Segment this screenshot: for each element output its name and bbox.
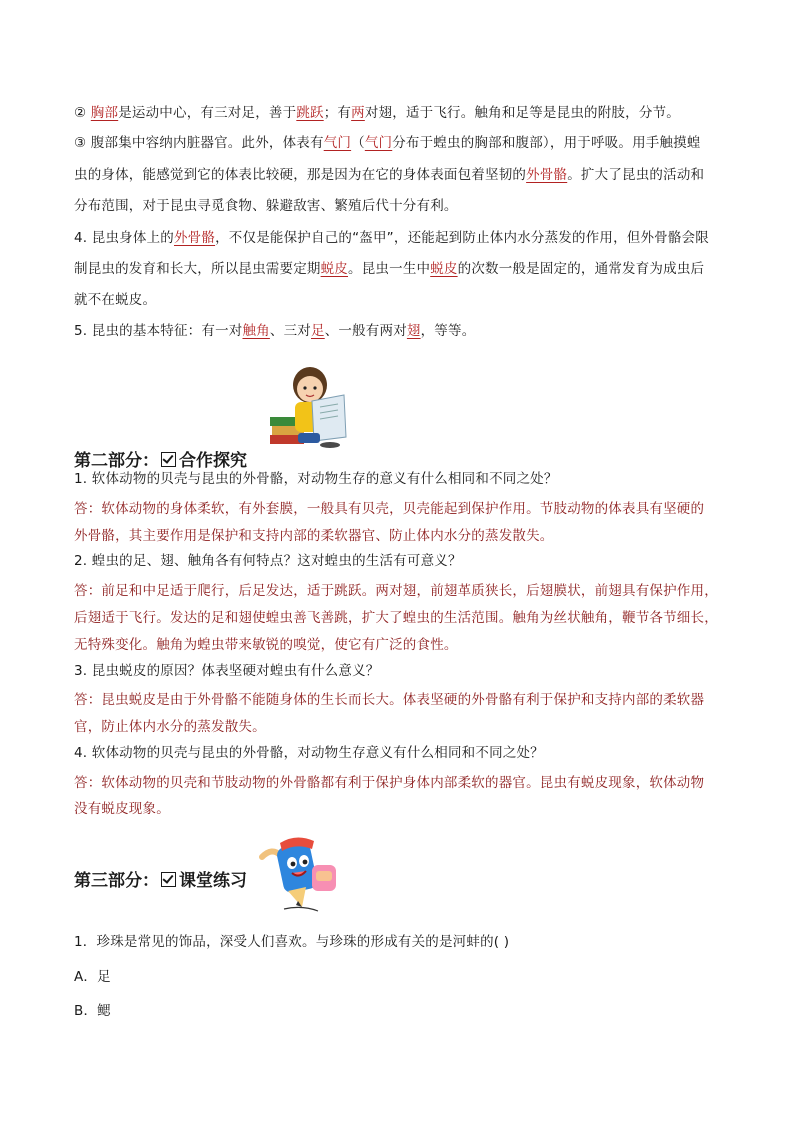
option-b: B．鳃 <box>74 1003 111 1019</box>
heading-title: 课堂练习 <box>179 871 247 891</box>
answer-2-line3: 无特殊变化。触角为蝗虫带来敏锐的嗅觉，使它有广泛的食性。 <box>74 637 458 653</box>
keyword: 两 <box>351 105 365 121</box>
text: 是运动中心，有三对足，善于 <box>118 105 297 121</box>
text: 。昆虫一生中 <box>348 261 431 277</box>
point-2-thorax <box>74 97 734 129</box>
text: 虫的身体，能感觉到它的体表比较硬，那是因为在它的身体表面包着坚韧的 <box>74 167 527 183</box>
point-4-line3: 就不在蜕皮。 <box>74 292 157 308</box>
text: 4. 昆虫身体上的 <box>74 230 174 246</box>
heading-prefix: 第二部分： <box>74 451 159 471</box>
pencil-mascot-illustration <box>258 835 344 917</box>
checkbox-icon <box>161 872 176 887</box>
point-4-line2 <box>74 253 734 285</box>
text: 对翅，适于飞行。触角和足等是昆虫的附肢，分节。 <box>364 105 680 121</box>
answer-4-line1: 答：软体动物的贝壳和节肢动物的外骨骼都有利于保护身体内部柔软的器官。昆虫有蜕皮现象，软体动物 <box>74 775 705 791</box>
reading-child-illustration <box>268 357 352 449</box>
question-4: 4. 软体动物的贝壳与昆虫的外骨骼，对动物生存意义有什么相同和不同之处？ <box>74 745 544 761</box>
text: ③ 腹部集中容纳内脏器官。此外，体表有 <box>74 135 324 151</box>
keyword: 外骨骼 <box>173 230 216 246</box>
keyword: 气门 <box>323 135 352 151</box>
text: 。扩大了昆虫的活动和 <box>567 167 705 183</box>
keyword: 跳跃 <box>296 105 324 121</box>
keyword: 胸部 <box>90 105 119 121</box>
answer-2-line2: 后翅适于飞行。发达的足和翅使蝗虫善飞善跳，扩大了蝗虫的生活范围。触角为丝状触角，鞭节各节细长， <box>74 610 718 626</box>
keyword: 足 <box>311 323 325 339</box>
exercise-question-1: 1．珍珠是常见的饰品，深受人们喜欢。与珍珠的形成有关的是河蚌的( ) <box>74 934 510 950</box>
answer-4-line2: 没有蜕皮现象。 <box>74 801 170 817</box>
text: 的次数一般是固定的，通常发育为成虫后 <box>457 261 705 277</box>
keyword: 翅 <box>406 323 421 339</box>
text: 5. 昆虫的基本特征：有一对 <box>74 323 243 339</box>
keyword: 蜕皮 <box>430 261 458 277</box>
text: 、三对 <box>269 323 311 339</box>
keyword: 气门 <box>364 135 393 151</box>
question-1: 1. 软体动物的贝壳与昆虫的外骨骼，对动物生存的意义有什么相同和不同之处？ <box>74 471 558 487</box>
text: ；有 <box>323 105 352 121</box>
keyword: 外骨骼 <box>526 167 568 183</box>
option-a: A．足 <box>74 969 111 985</box>
heading-title: 合作探究 <box>179 451 247 471</box>
text: 制昆虫的发育和长大，所以昆虫需要定期 <box>74 261 321 277</box>
text: 、一般有两对 <box>324 323 407 339</box>
text: ② <box>74 105 91 121</box>
section-3-heading <box>74 866 247 891</box>
text: ，等等。 <box>420 323 476 339</box>
answer-1-line1: 答：软体动物的身体柔软，有外套膜，一般具有贝壳，贝壳能起到保护作用。节肢动物的体表具有坚硬的 <box>74 501 705 517</box>
answer-2-line1: 答：前足和中足适于爬行，后足发达，适于跳跃。两对翅，前翅革质狭长，后翅膜状，前翅具有保护作用， <box>74 583 718 599</box>
text: 分布于蝗虫的胸部和腹部），用于呼吸。用手触摸蝗 <box>392 135 701 151</box>
text: （ <box>351 135 365 151</box>
point-3-abdomen-line1 <box>74 127 734 159</box>
keyword: 蜕皮 <box>320 261 349 277</box>
point-4-line1 <box>74 222 734 254</box>
answer-3-line2: 官，防止体内水分的蒸发散失。 <box>74 719 266 735</box>
question-3: 3. 昆虫蜕皮的原因？体表坚硬对蝗虫有什么意义？ <box>74 663 380 679</box>
keyword: 触角 <box>242 323 270 339</box>
question-2: 2. 蝗虫的足、翅、触角各有何特点？这对蝗虫的生活有可意义？ <box>74 553 462 569</box>
point-3-abdomen-line3: 分布范围，对于昆虫寻觅食物、躲避敌害、繁殖后代十分有利。 <box>74 198 458 214</box>
point-3-abdomen-line2 <box>74 159 734 191</box>
point-5 <box>74 315 734 347</box>
text: ，不仅是能保护自己的“盔甲”，还能起到防止体内水分蒸发的作用，但外骨骼会限 <box>215 230 709 246</box>
answer-3-line1: 答：昆虫蜕皮是由于外骨骼不能随身体的生长而长大。体表坚硬的外骨骼有利于保护和支持内部的柔软器 <box>74 692 705 708</box>
heading-prefix: 第三部分： <box>74 871 159 891</box>
answer-1-line2: 外骨骼，其主要作用是保护和支持内部的柔软器官、防止体内水分的蒸发散失。 <box>74 528 554 544</box>
